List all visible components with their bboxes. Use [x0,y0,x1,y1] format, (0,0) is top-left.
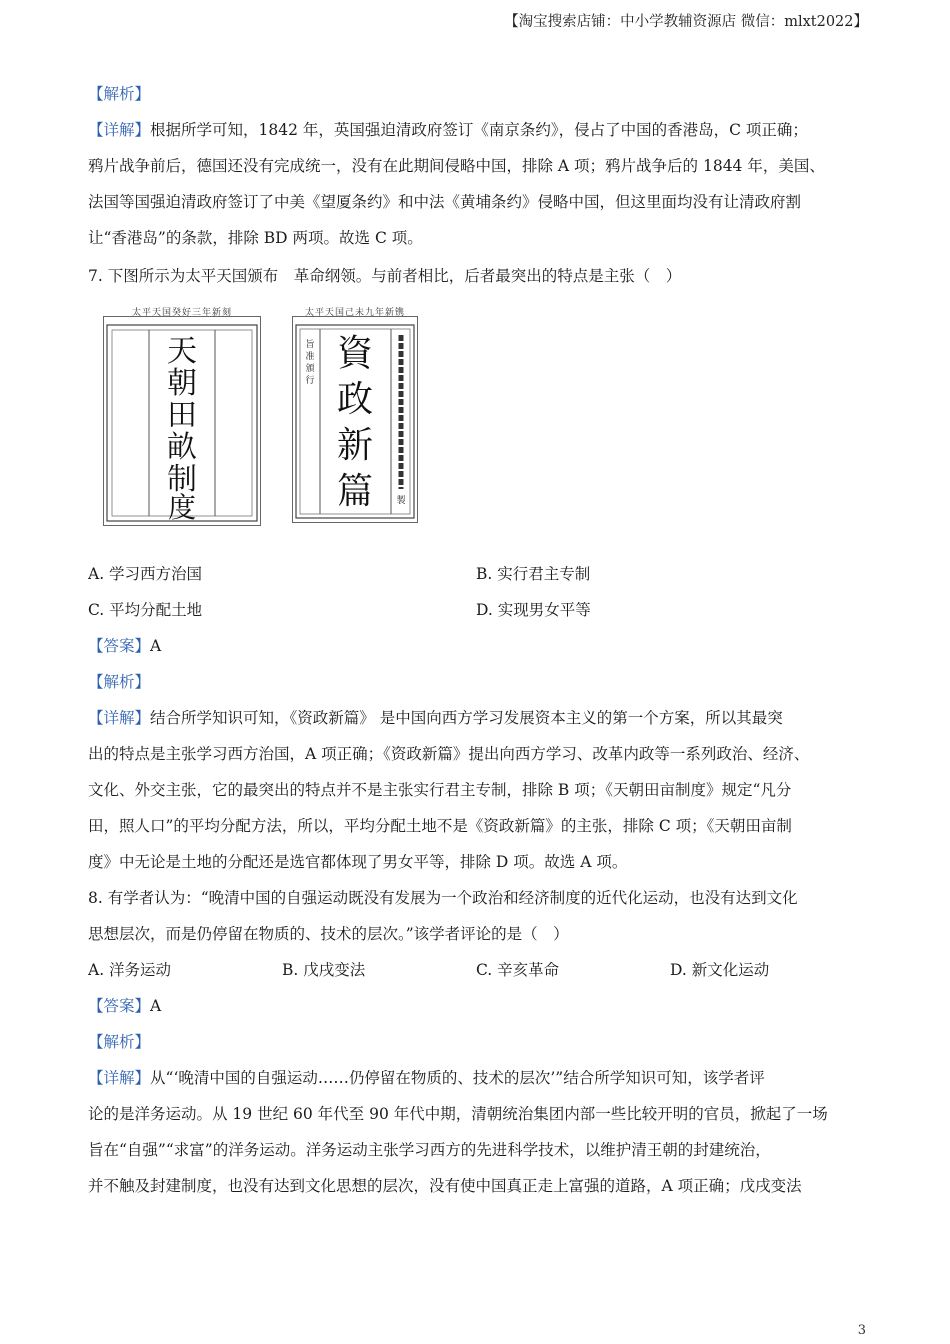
book2-illustration [293,317,417,522]
question-7-options-row2 [88,592,868,628]
tianchao-book-cover [103,308,261,526]
answer-line [88,628,868,664]
book-cover-figure [88,294,868,556]
option-c: C. 辛亥革命 [476,961,560,979]
question-8-stem: 思想层次，而是仍停留在物质的、技术的层次。”该学者评论的是（ ） [88,925,569,943]
option-a: A. 学习西方治国 [88,565,203,583]
detail-line: 法国等国强迫清政府签订了中美《望厦条约》和中法《黄埔条约》侵略中国，但这里面均没有让清政府割 [88,193,802,211]
svg-text:新: 新 [336,425,374,466]
option-b: B. 戊戌变法 [282,961,366,979]
svg-text:頒: 頒 [305,364,315,374]
answer-value: A [150,997,162,1015]
analysis-heading: 【解析】 [88,85,151,103]
svg-text:畝: 畝 [167,430,197,465]
detail-tag: 【详解】 [88,1069,151,1087]
analysis-heading: 【解析】 [88,673,151,691]
answer-tag: 【答案】 [88,997,151,1015]
svg-text:田: 田 [167,398,197,433]
question-8-stem: 8. 有学者认为：“晚清中国的自强运动既没有发展为一个政治和经济制度的近代化运动，也没有达到文化 [88,889,798,907]
detail-tag: 【详解】 [88,121,151,139]
svg-text:政: 政 [336,379,374,420]
question-7-options-row1 [88,556,868,592]
detail-line: 度》中无论是土地的分配还是选官都体现了男女平等，排除 D 项。故选 A 项。 [88,853,628,871]
analysis-heading: 【解析】 [88,1033,151,1051]
svg-text:製: 製 [396,496,406,506]
option-c: C. 平均分配土地 [88,601,203,619]
option-a: A. 洋务运动 [88,961,172,979]
answer-line [88,988,868,1024]
detail-tag: 【详解】 [88,709,151,727]
svg-text:度: 度 [167,491,197,524]
svg-text:朝: 朝 [167,366,197,401]
svg-text:行: 行 [305,376,315,386]
svg-text:制: 制 [167,462,197,497]
book1-illustration [104,317,260,525]
zizheng-book-cover [292,308,418,523]
page-number: 3 [857,1323,866,1338]
question-8-options [88,952,868,988]
detail-line: 【详解】从“‘晚清中国的自强运动……仍停留在物质的、技术的层次’”结合所学知识可知，该学者评 [88,1069,765,1087]
svg-text:准: 准 [305,352,315,362]
option-b: B. 实行君主专制 [476,565,591,583]
detail-line: 文化、外交主张，它的最突出的特点并不是主张实行君主专制，排除 B 项；《天朝田亩制度》规定“凡分 [88,781,792,799]
detail-line: 让“香港岛”的条款，排除 BD 两项。故选 C 项。 [88,229,423,247]
question-7-stem: 7. 下图所示为太平天国颁布 革命纲领。与前者相比，后者最突出的特点是主张（ ） [88,267,682,285]
detail-line: 出的特点是主张学习西方治国，A 项正确；《资政新篇》提出向西方学习、改革内政等一系列政治、经济、 [88,745,810,763]
detail-line: 旨在“自强”“求富”的洋务运动。洋务运动主张学习西方的先进科学技术，以维护清王朝的封建统治， [88,1141,771,1159]
svg-text:天: 天 [167,334,197,369]
svg-text:資: 資 [336,333,374,374]
book1-top-text: 太平天国癸好三年新刻 [131,308,232,318]
detail-line: 【详解】结合所学知识可知，《资政新篇》 是中国向西方学习发展资本主义的第一个方案，所以其最突 [88,709,783,727]
svg-text:旨: 旨 [305,340,315,350]
svg-text:篇: 篇 [336,471,374,512]
option-d: D. 实现男女平等 [476,601,591,619]
answer-tag: 【答案】 [88,637,151,655]
book2-top-text: 太平天国己未九年新镌 [304,308,405,318]
option-d: D. 新文化运动 [670,961,770,979]
detail-line: 并不触及封建制度，也没有达到文化思想的层次，没有使中国真正走上富强的道路，A 项正确；戊戌变法 [88,1177,802,1195]
answer-value: A [150,637,162,655]
document-body [88,76,868,1204]
detail-line: 论的是洋务运动。从 19 世纪 60 年代至 90 年代中期，清朝统治集团内部一些比较开明的官员，掀起了一场 [88,1105,828,1123]
page-header: 【淘宝搜索店铺：中小学教辅资源店 微信：mlxt2022】 [504,14,868,30]
detail-line: 田，照人口”的平均分配方法，所以，平均分配土地不是《资政新篇》的主张，排除 C 项；《天朝田亩制 [88,817,792,835]
detail-line: 【详解】根据所学可知，1842 年，英国强迫清政府签订《南京条约》，侵占了中国的香港岛，C 项正确； [88,121,808,139]
detail-line: 鸦片战争前后，德国还没有完成统一，没有在此期间侵略中国，排除 A 项；鸦片战争后的 1844 年，美国、 [88,157,825,175]
